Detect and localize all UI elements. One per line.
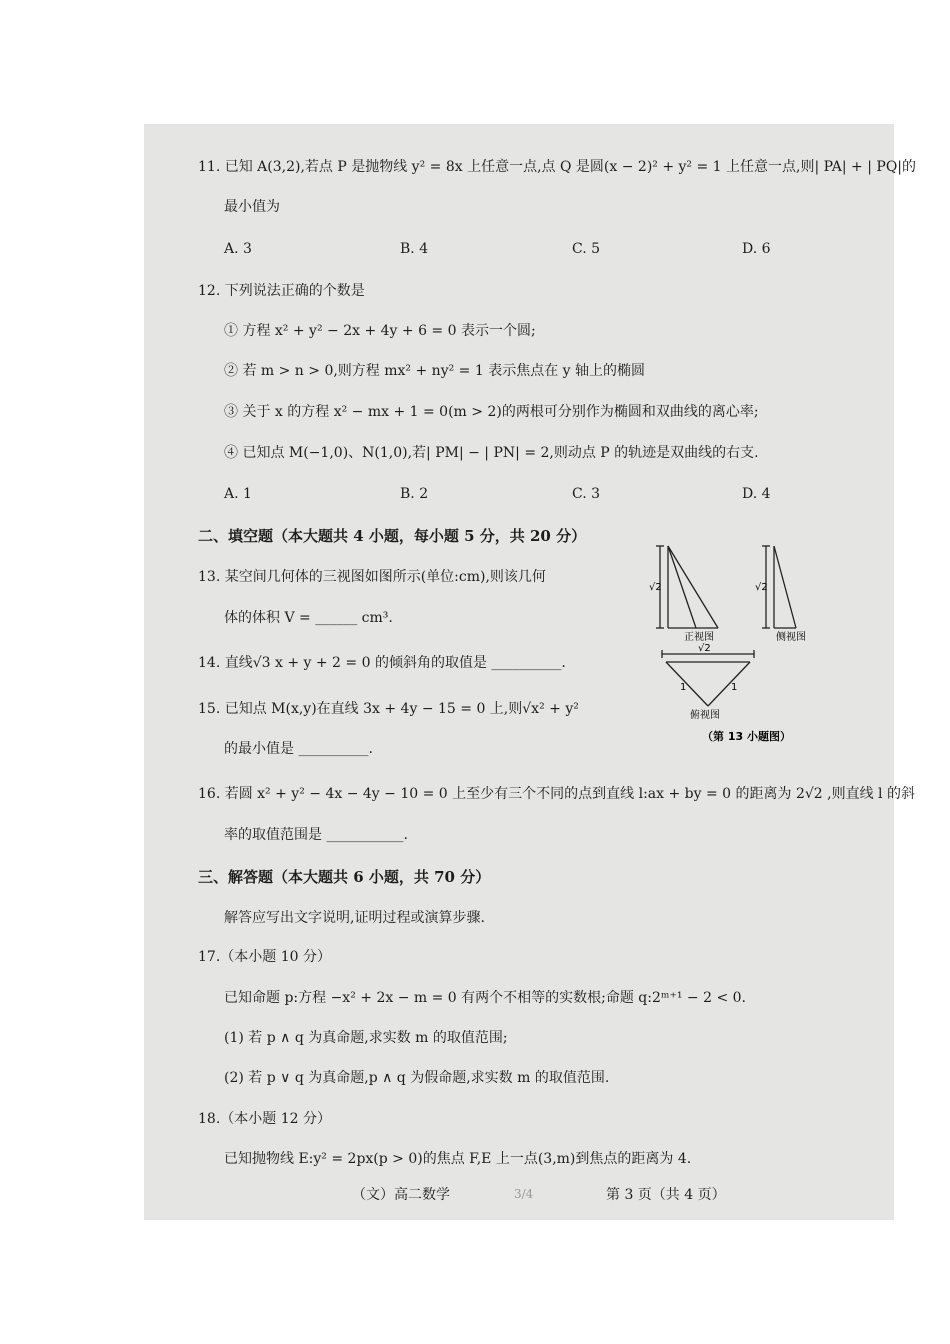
q12-item-2: ② 若 m > n > 0,则方程 mx² + ny² = 1 表示焦点在 y 轴上的椭圆 (224, 363, 646, 379)
footer-page-fraction: 3/4 (514, 1187, 534, 1201)
q12-item-1: ① 方程 x² + y² − 2x + 4y + 6 = 0 表示一个圆; (224, 323, 536, 339)
q17-line1: 已知命题 p:方程 −x² + 2x − m = 0 有两个不相等的实数根;命题 q:2ᵐ⁺¹ − 2 < 0. (224, 990, 747, 1006)
section-3-heading: 三、解答题（本大题共 6 小题，共 70 分） (198, 868, 491, 886)
q11-line1: 11. 已知 A(3,2),若点 P 是抛物线 y² = 8x 上任意一点,点 Q 是圆(x − 2)² + y² = 1 上任意一点,则| PA| + | PQ|的 (198, 159, 917, 175)
q12-option-c: C. 3 (572, 486, 601, 502)
q18-line1: 已知抛物线 E:y² = 2px(p > 0)的焦点 F,E 上一点(3,m)到焦点的距离为 4. (224, 1151, 692, 1167)
top-view (662, 650, 754, 706)
figure-caption: （第 13 小题图） (702, 730, 791, 743)
q16-line1: 16. 若圆 x² + y² − 4x − 4y − 10 = 0 上至少有三个不同的点到直线 l:ax + by = 0 的距离为 2√2 ,则直线 l 的斜 (198, 786, 915, 802)
three-view-figure (640, 538, 830, 748)
q17-part1: (1) 若 p ∧ q 为真命题,求实数 m 的取值范围; (224, 1030, 508, 1046)
q17-part2: (2) 若 p ∨ q 为真命题,p ∧ q 为假命题,求实数 m 的取值范围. (224, 1070, 610, 1086)
q11-option-a: A. 3 (224, 241, 252, 257)
q17-head: 17.（本小题 10 分） (198, 949, 331, 965)
footer-page-number: 第 3 页（共 4 页） (606, 1187, 726, 1203)
front-sqrt2-label: √2 (649, 582, 662, 593)
q13-line2: 体的体积 V = ______ cm³. (224, 610, 393, 626)
q11-option-b: B. 4 (400, 241, 429, 257)
top-sqrt2-label: √2 (698, 643, 711, 654)
top-left-edge-label: 1 (680, 682, 687, 693)
q12-option-a: A. 1 (224, 486, 252, 502)
q12-option-b: B. 2 (400, 486, 429, 502)
section-2-heading: 二、填空题（本大题共 4 小题，每小题 5 分，共 20 分） (198, 527, 587, 545)
section-3-note: 解答应写出文字说明,证明过程或演算步骤. (224, 910, 485, 926)
q12-item-3: ③ 关于 x 的方程 x² − mx + 1 = 0(m > 2)的两根可分别作为椭圆和双曲线的离心率; (224, 404, 759, 420)
top-right-edge-label: 1 (731, 682, 738, 693)
q11-line2: 最小值为 (224, 199, 280, 215)
front-view-label: 正视图 (684, 632, 714, 643)
q16-line2: 率的取值范围是 ___________. (224, 827, 408, 843)
q11-option-d: D. 6 (742, 241, 771, 257)
front-view (656, 546, 718, 628)
q12-stem: 12. 下列说法正确的个数是 (198, 283, 365, 299)
q13-line1: 13. 某空间几何体的三视图如图所示(单位:cm),则该几何 (198, 569, 546, 585)
side-view-label: 侧视图 (776, 632, 806, 643)
q11-option-c: C. 5 (572, 241, 601, 257)
q15-line1: 15. 已知点 M(x,y)在直线 3x + 4y − 15 = 0 上,则√x² + y² (198, 701, 579, 717)
side-sqrt2-label: √2 (755, 582, 768, 593)
q12-item-4: ④ 已知点 M(−1,0)、N(1,0),若| PM| − | PN| = 2,则动点 P 的轨迹是双曲线的右支. (224, 445, 759, 461)
top-view-label: 俯视图 (690, 710, 720, 721)
q14-line: 14. 直线√3 x + y + 2 = 0 的倾斜角的取值是 __________. (198, 655, 566, 671)
q18-head: 18.（本小题 12 分） (198, 1111, 331, 1127)
q15-line2: 的最小值是 __________. (224, 741, 373, 757)
q12-option-d: D. 4 (742, 486, 771, 502)
footer-subject: （文）高二数学 (352, 1187, 450, 1203)
